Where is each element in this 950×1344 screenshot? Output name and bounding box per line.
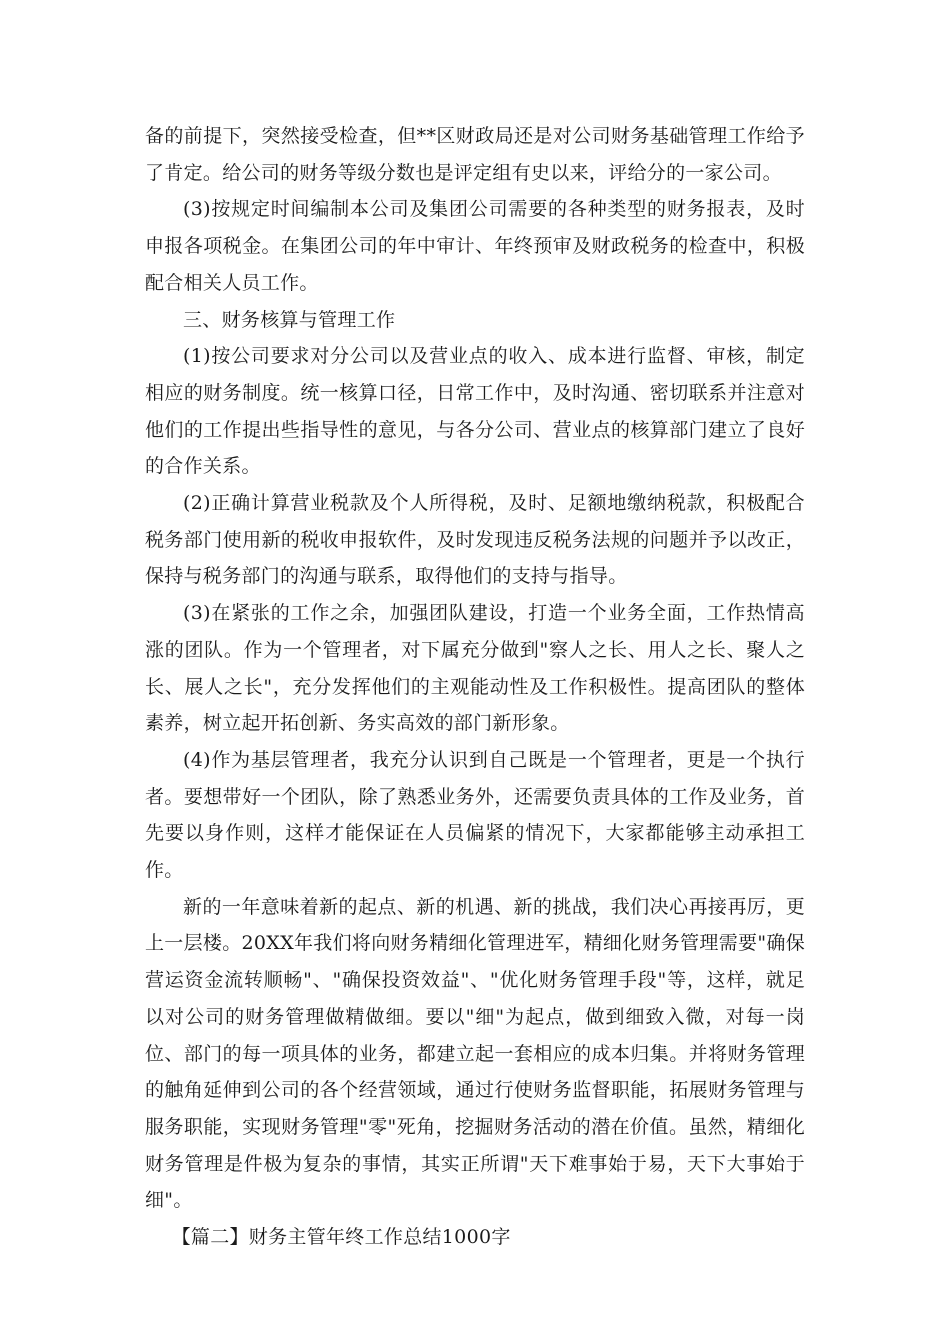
- paragraph-tax-calculation: (2)正确计算营业税款及个人所得税，及时、足额地缴纳税款，积极配合税务部门使用新的税收申报软件，及时发现违反税务法规的问题并予以改正，保持与税务部门的沟通与联系，取得他们的支持与指导。: [145, 492, 805, 588]
- paragraph-continuation: 备的前提下，突然接受检查，但**区财政局还是对公司财务基础管理工作给予了肯定。给公司的财务等级分数也是评定组有史以来，评给分的一家公司。: [145, 125, 805, 184]
- section-heading-accounting: 三、财务核算与管理工作: [183, 308, 396, 331]
- paragraph-team-building: (3)在紧张的工作之余，加强团队建设，打造一个业务全面，工作热情高涨的团队。作为一个管理者，对下属充分做到"察人之长、用人之长、聚人之长、展人之长"，充分发挥他们的主观能动性及工作积极性。提高团队的整体素养，树立起开拓创新、务实高效的部门新形象。: [145, 602, 805, 735]
- document-page: [145, 118, 805, 1256]
- paragraph-report-filing: (3)按规定时间编制本公司及集团公司需要的各种类型的财务报表，及时申报各项税金。在集团公司的年中审计、年终预审及财政税务的检查中，积极配合相关人员工作。: [145, 198, 805, 294]
- paragraph-grassroots-manager: (4)作为基层管理者，我充分认识到自己既是一个管理者，更是一个执行者。要想带好一个团队，除了熟悉业务外，还需要负责具体的工作及业务，首先要以身作则，这样才能保证在人员偏紧的情况下，大家都能够主动承担工作。: [145, 748, 805, 882]
- paragraph-new-year-plan: 新的一年意味着新的起点、新的机遇、新的挑战，我们决心再接再厉，更上一层楼。20XX年我们将向财务精细化管理进军，精细化财务管理需要"确保营运资金流转顺畅"、"确保投资效益"、"优化财务管理手段"等，这样，就足以对公司的财务管理做精做细。要以"细"为起点，做到细致入微，对每一岗位、部门的每一项具体的业务，都建立起一套相应的成本归集。并将财务管理的触角延伸到公司的各个经营领域，通过行使财务监督职能，拓展财务管理与服务职能，实现财务管理"零"死角，挖掘财务活动的潜在价值。虽然，精细化财务管理是件极为复杂的事情，其实正所谓"天下难事始于易，天下大事始于细"。: [145, 895, 805, 1212]
- paragraph-branch-supervision: (1)按公司要求对分公司以及营业点的收入、成本进行监督、审核，制定相应的财务制度。统一核算口径，日常工作中，及时沟通、密切联系并注意对他们的工作提出些指导性的意见，与各分公司、营业点的核算部门建立了良好的合作关系。: [145, 345, 805, 478]
- section-title-part-two: 【篇二】财务主管年终工作总结1000字: [171, 1226, 511, 1249]
